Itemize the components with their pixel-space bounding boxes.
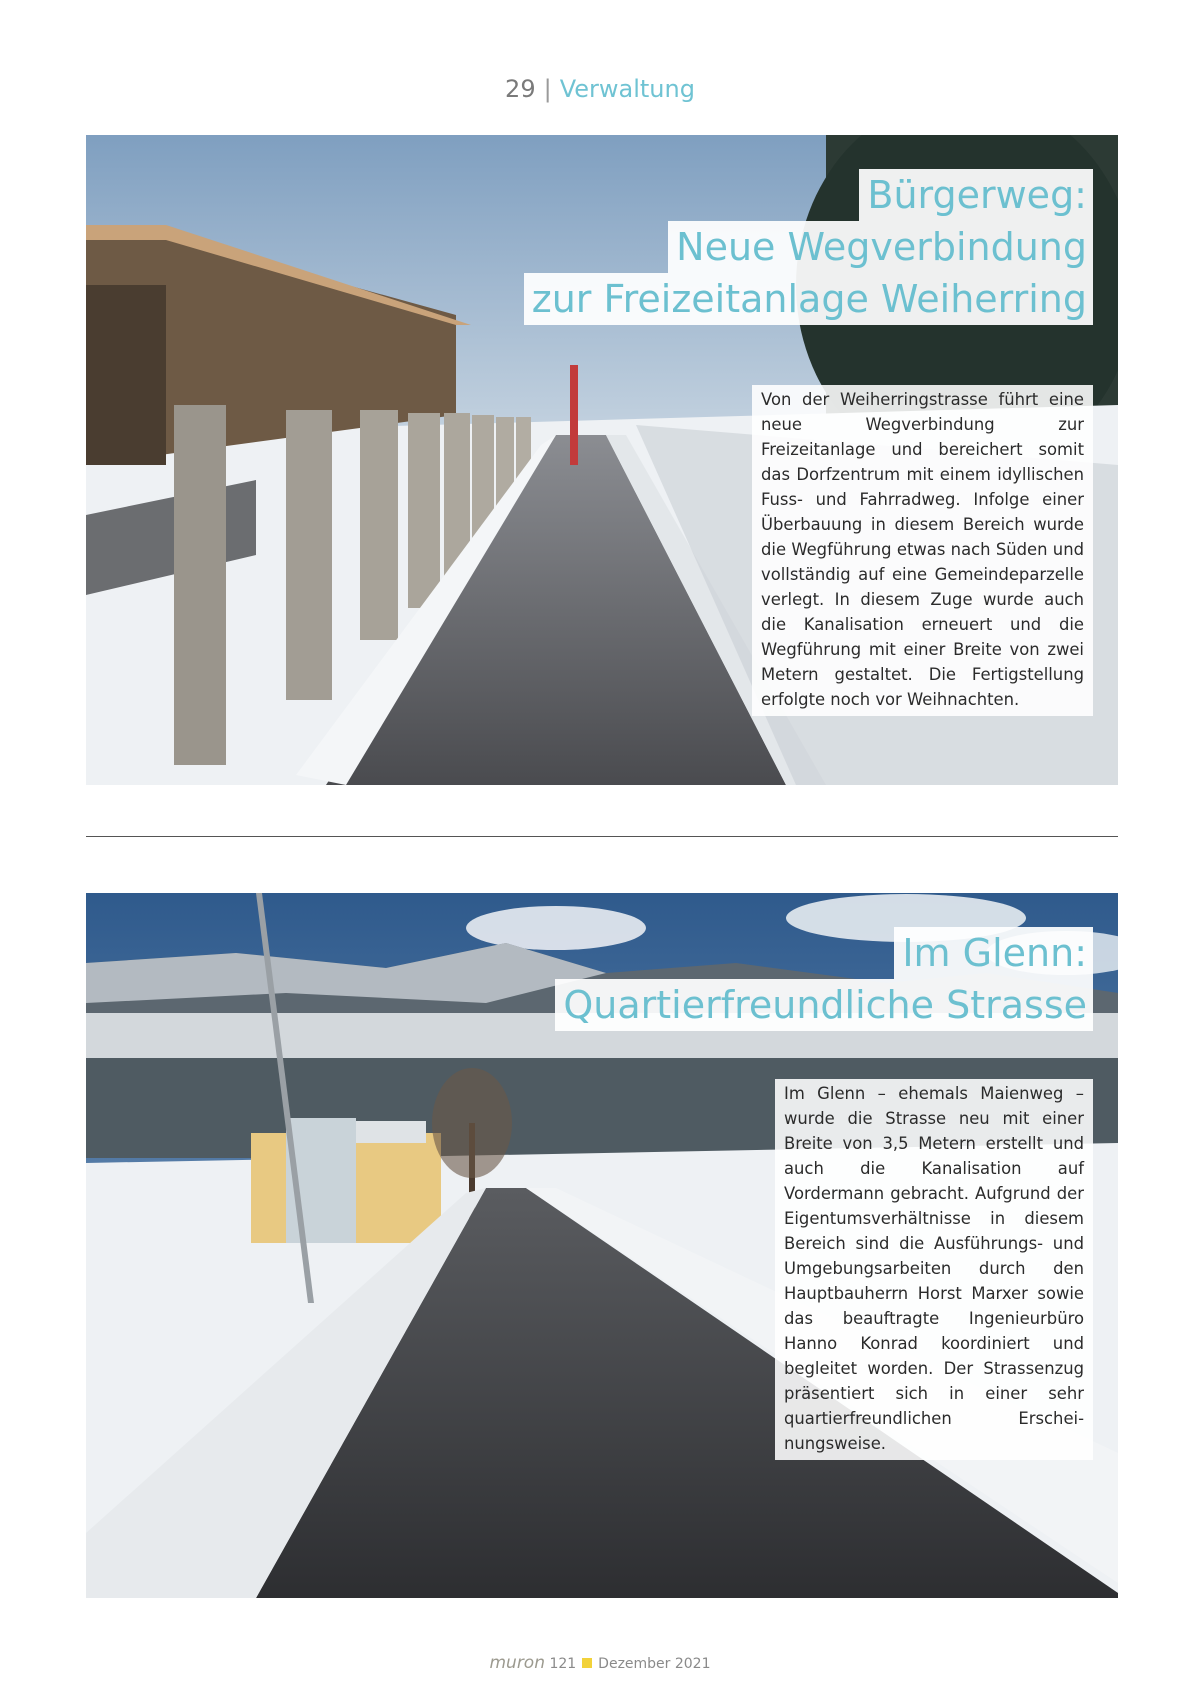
magazine-brand: muron <box>489 1653 545 1673</box>
article1-title-line-1: Bürgerweg: <box>859 169 1093 221</box>
header-separator: | <box>543 75 552 103</box>
page-header <box>0 72 1200 106</box>
article1-body: Von der Weiherringstrasse führt eine neue Wegverbindung zur Freizeitanlage und bereichert somit das Dorfzentrum mit einem idyllischen Fuss- und Fahrradweg. Infolge einer Überbauung in diesem Bereich wurde die Wegführung etwas nach Süden und vollständig auf eine Gemeindeparzelle verlegt. In diesem Zuge wurde auch die Kanalisation erneuert und die Wegführung mit einer Breite von zwei Metern gestaltet. Die Fertigstellung erfolgte noch vor Weihnachten. <box>752 385 1093 716</box>
article2-title-line-1: Im Glenn: <box>894 927 1093 979</box>
article2-body: Im Glenn – ehemals Maienweg – wurde die Strasse neu mit einer Breite von 3,5 Metern erstellt und auch die Kanalisation auf Vordermann gebracht. Aufgrund der Eigentumsverhältnisse in diesem Bereich sind die Ausführungs- und Umgebungsarbeiten durch den Hauptbauherrn Horst Marxer sowie das beauftragte Ingenieurbüro Hanno Konrad koordiniert und begleitet worden. Der Strassenzug präsentiert sich in einer sehr quartierfreundlichen Erscheinungsweise. <box>775 1079 1093 1460</box>
article1-title-line-3: zur Freizeitanlage Weiherring <box>524 273 1093 325</box>
article1-title-line-2: Neue Wegverbindung <box>668 221 1093 273</box>
article1-photo <box>86 135 1118 785</box>
article1-title <box>524 169 1093 325</box>
issue-date: Dezember 2021 <box>598 1656 711 1672</box>
article2-title <box>555 927 1093 1031</box>
section-divider <box>86 836 1118 837</box>
footer-square-icon <box>582 1658 592 1668</box>
page-number: 29 <box>505 75 536 103</box>
issue-number: 121 <box>549 1656 577 1672</box>
page-footer <box>0 1653 1200 1674</box>
article2-title-line-2: Quartierfreundliche Strasse <box>555 979 1093 1031</box>
article2-photo <box>86 893 1118 1598</box>
section-title: Verwaltung <box>559 75 695 103</box>
